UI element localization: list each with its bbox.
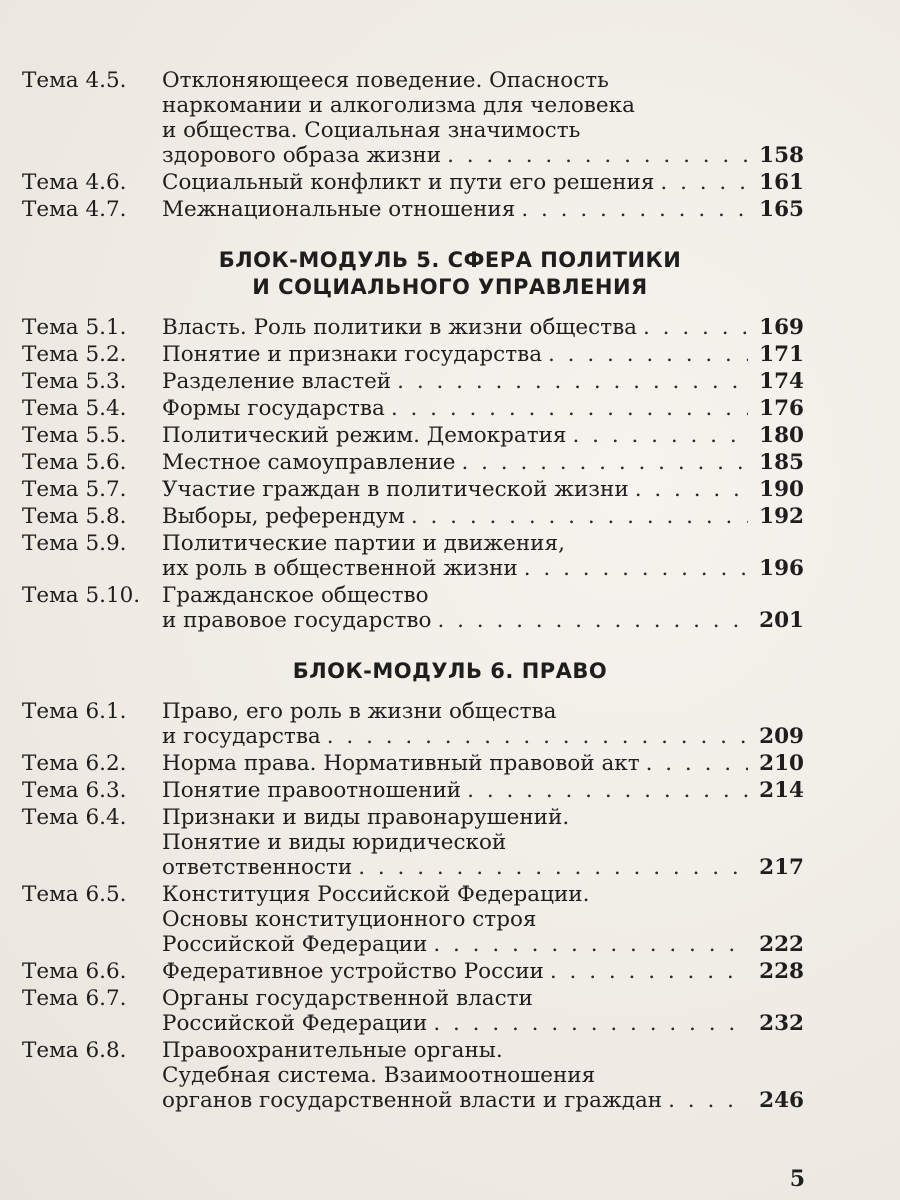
topic-title bbox=[162, 477, 804, 502]
toc-entry bbox=[0, 197, 900, 222]
topic-page-number: 232 bbox=[759, 1011, 804, 1036]
toc-entry bbox=[0, 450, 900, 475]
leader-dots bbox=[391, 369, 748, 394]
topic-page-number: 222 bbox=[759, 932, 804, 957]
topic-title bbox=[162, 396, 804, 421]
topic-title-line: Право, его роль в жизни общества bbox=[162, 699, 557, 724]
topic-number: Тема 5.2. bbox=[22, 342, 127, 367]
toc-entry bbox=[0, 342, 900, 367]
topic-title-last-line bbox=[162, 1011, 804, 1036]
topic-title bbox=[162, 778, 804, 803]
leader-dots bbox=[427, 932, 748, 957]
topic-title-line: органов государственной власти и граждан bbox=[162, 1088, 663, 1113]
toc-entry bbox=[0, 531, 900, 581]
leader-dots bbox=[544, 959, 748, 984]
toc-entry bbox=[0, 396, 900, 421]
topic-title-line: Формы государства bbox=[162, 396, 385, 421]
module-heading-line: И СОЦИАЛЬНОГО УПРАВЛЕНИЯ bbox=[252, 275, 648, 299]
topic-number: Тема 6.7. bbox=[22, 986, 127, 1011]
topic-number: Тема 5.3. bbox=[22, 369, 127, 394]
topic-page-number: 209 bbox=[759, 724, 804, 749]
topic-title-line: Власть. Роль политики в жизни общества bbox=[162, 315, 638, 340]
toc-entry bbox=[0, 315, 900, 340]
topic-title-line: и общества. Социальная значимость bbox=[162, 118, 581, 143]
topic-page-number: 174 bbox=[759, 369, 804, 394]
topic-page-number: 210 bbox=[759, 751, 804, 776]
module-heading-line: БЛОК-МОДУЛЬ 6. ПРАВО bbox=[292, 659, 608, 683]
topic-title bbox=[162, 170, 804, 195]
topic-number: Тема 5.10. bbox=[22, 583, 141, 608]
topic-title-last-line bbox=[162, 751, 804, 776]
topic-title-line: Политические партии и движения, bbox=[162, 531, 565, 556]
topic-title-last-line bbox=[162, 342, 804, 367]
topic-title bbox=[162, 882, 804, 957]
toc-entry bbox=[0, 699, 900, 749]
topic-page-number: 161 bbox=[759, 170, 804, 195]
topic-title-last-line bbox=[162, 143, 804, 168]
module-heading bbox=[0, 247, 900, 301]
topic-title bbox=[162, 197, 804, 222]
topic-title-line: их роль в общественной жизни bbox=[162, 556, 518, 581]
topic-title-line: Понятие правоотношений bbox=[162, 778, 462, 803]
topic-title bbox=[162, 959, 804, 984]
topic-number: Тема 4.7. bbox=[22, 197, 127, 222]
topic-page-number: 171 bbox=[759, 342, 804, 367]
topic-title bbox=[162, 699, 804, 749]
leader-dots bbox=[455, 450, 748, 475]
topic-title-line: здорового образа жизни bbox=[162, 143, 442, 168]
leader-dots bbox=[385, 396, 748, 421]
topic-title-last-line bbox=[162, 423, 804, 448]
topic-title bbox=[162, 342, 804, 367]
leader-dots bbox=[405, 504, 748, 529]
leader-dots bbox=[321, 724, 748, 749]
topic-number: Тема 4.6. bbox=[22, 170, 127, 195]
topic-title-line: Российской Федерации bbox=[162, 932, 428, 957]
topic-title-last-line bbox=[162, 396, 804, 421]
leader-dots bbox=[542, 342, 748, 367]
leader-dots bbox=[461, 778, 748, 803]
toc-entry bbox=[0, 1038, 900, 1113]
topic-number: Тема 6.4. bbox=[22, 805, 127, 830]
topic-title-line: Местное самоуправление bbox=[162, 450, 456, 475]
topic-page-number: 158 bbox=[759, 143, 804, 168]
table-of-contents bbox=[0, 68, 900, 1115]
topic-page-number: 246 bbox=[759, 1088, 804, 1113]
topic-number: Тема 5.8. bbox=[22, 504, 127, 529]
topic-page-number: 196 bbox=[759, 556, 804, 581]
topic-title-line: Судебная система. Взаимоотношения bbox=[162, 1063, 596, 1088]
topic-title-line: наркомании и алкоголизма для человека bbox=[162, 93, 635, 118]
leader-dots bbox=[427, 1011, 748, 1036]
topic-title-line: Конституция Российской Федерации. bbox=[162, 882, 590, 907]
topic-title-last-line bbox=[162, 724, 804, 749]
topic-title bbox=[162, 583, 804, 633]
topic-title bbox=[162, 504, 804, 529]
topic-number: Тема 6.6. bbox=[22, 959, 127, 984]
topic-page-number: 185 bbox=[759, 450, 804, 475]
topic-title-line: Российской Федерации bbox=[162, 1011, 428, 1036]
topic-number: Тема 6.3. bbox=[22, 778, 127, 803]
leader-dots bbox=[629, 477, 748, 502]
module-heading-line: БЛОК-МОДУЛЬ 5. СФЕРА ПОЛИТИКИ bbox=[218, 248, 682, 272]
topic-title-line: Правоохранительные органы. bbox=[162, 1038, 503, 1063]
topic-number: Тема 5.5. bbox=[22, 423, 127, 448]
module-heading bbox=[0, 658, 900, 685]
topic-number: Тема 5.9. bbox=[22, 531, 127, 556]
topic-page-number: 180 bbox=[759, 423, 804, 448]
topic-number: Тема 6.2. bbox=[22, 751, 127, 776]
topic-number: Тема 5.6. bbox=[22, 450, 127, 475]
leader-dots bbox=[352, 855, 748, 880]
topic-number: Тема 6.5. bbox=[22, 882, 127, 907]
topic-page-number: 165 bbox=[759, 197, 804, 222]
topic-title-last-line bbox=[162, 1088, 804, 1113]
topic-page-number: 192 bbox=[759, 504, 804, 529]
leader-dots bbox=[441, 143, 748, 168]
topic-title-last-line bbox=[162, 778, 804, 803]
topic-title-line: Разделение властей bbox=[162, 369, 392, 394]
topic-title bbox=[162, 1038, 804, 1113]
topic-page-number: 169 bbox=[759, 315, 804, 340]
topic-title-line: Понятие и виды юридической bbox=[162, 830, 507, 855]
topic-title-last-line bbox=[162, 315, 804, 340]
topic-title-line: Социальный конфликт и пути его решения bbox=[162, 170, 655, 195]
toc-entry bbox=[0, 882, 900, 957]
toc-entry bbox=[0, 68, 900, 168]
leader-dots bbox=[662, 1088, 748, 1113]
toc-entry bbox=[0, 778, 900, 803]
topic-title-last-line bbox=[162, 959, 804, 984]
leader-dots bbox=[654, 170, 748, 195]
toc-entry bbox=[0, 504, 900, 529]
topic-title bbox=[162, 531, 804, 581]
toc-entry bbox=[0, 477, 900, 502]
topic-number: Тема 5.7. bbox=[22, 477, 127, 502]
leader-dots bbox=[431, 608, 748, 633]
topic-title-line: и правовое государство bbox=[162, 608, 432, 633]
topic-title-last-line bbox=[162, 504, 804, 529]
topic-title-line: Выборы, референдум bbox=[162, 504, 405, 529]
topic-title bbox=[162, 423, 804, 448]
toc-entry bbox=[0, 805, 900, 880]
topic-title-line: Гражданское общество bbox=[162, 583, 429, 608]
leader-dots bbox=[637, 315, 748, 340]
topic-title-line: и государства bbox=[162, 724, 321, 749]
topic-title bbox=[162, 751, 804, 776]
topic-title bbox=[162, 369, 804, 394]
topic-title-line: Понятие и признаки государства bbox=[162, 342, 543, 367]
toc-entry bbox=[0, 369, 900, 394]
topic-page-number: 228 bbox=[759, 959, 804, 984]
page-number: 5 bbox=[789, 1166, 805, 1192]
topic-number: Тема 6.1. bbox=[22, 699, 127, 724]
topic-page-number: 201 bbox=[759, 608, 804, 633]
topic-title-last-line bbox=[162, 450, 804, 475]
topic-number: Тема 4.5. bbox=[22, 68, 127, 93]
leader-dots bbox=[518, 556, 748, 581]
topic-title bbox=[162, 986, 804, 1036]
topic-page-number: 190 bbox=[759, 477, 804, 502]
topic-title-last-line bbox=[162, 477, 804, 502]
leader-dots bbox=[515, 197, 748, 222]
topic-title-line: Органы государственной власти bbox=[162, 986, 533, 1011]
topic-page-number: 176 bbox=[759, 396, 804, 421]
topic-title bbox=[162, 805, 804, 880]
topic-title-last-line bbox=[162, 170, 804, 195]
topic-number: Тема 5.1. bbox=[22, 315, 127, 340]
toc-entry bbox=[0, 170, 900, 195]
topic-title-last-line bbox=[162, 369, 804, 394]
toc-entry bbox=[0, 986, 900, 1036]
topic-title-last-line bbox=[162, 556, 804, 581]
topic-title-last-line bbox=[162, 197, 804, 222]
topic-title-line: ответственности bbox=[162, 855, 353, 880]
topic-title bbox=[162, 450, 804, 475]
topic-page-number: 217 bbox=[759, 855, 804, 880]
topic-title-line: Отклоняющееся поведение. Опасность bbox=[162, 68, 609, 93]
toc-entry bbox=[0, 751, 900, 776]
toc-entry bbox=[0, 583, 900, 633]
toc-entry bbox=[0, 423, 900, 448]
topic-title-line: Межнациональные отношения bbox=[162, 197, 516, 222]
leader-dots bbox=[640, 751, 748, 776]
topic-title-last-line bbox=[162, 855, 804, 880]
topic-title bbox=[162, 68, 804, 168]
topic-page-number: 214 bbox=[759, 778, 804, 803]
topic-number: Тема 6.8. bbox=[22, 1038, 127, 1063]
topic-number: Тема 5.4. bbox=[22, 396, 127, 421]
topic-title-line: Основы конституционного строя bbox=[162, 907, 537, 932]
topic-title-last-line bbox=[162, 608, 804, 633]
leader-dots bbox=[566, 423, 748, 448]
topic-title bbox=[162, 315, 804, 340]
topic-title-line: Норма права. Нормативный правовой акт bbox=[162, 751, 640, 776]
toc-entry bbox=[0, 959, 900, 984]
topic-title-line: Участие граждан в политической жизни bbox=[162, 477, 629, 502]
topic-title-last-line bbox=[162, 932, 804, 957]
topic-title-line: Федеративное устройство России bbox=[162, 959, 544, 984]
topic-title-line: Признаки и виды правонарушений. bbox=[162, 805, 570, 830]
topic-title-line: Политический режим. Демократия bbox=[162, 423, 567, 448]
